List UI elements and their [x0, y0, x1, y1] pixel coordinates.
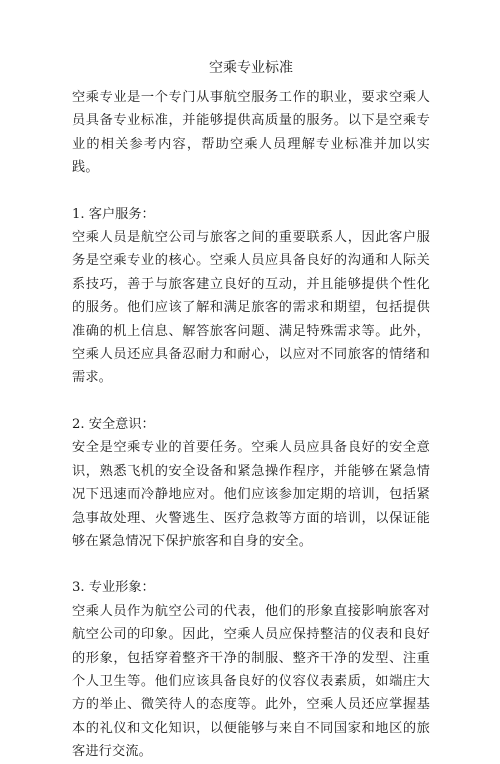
document-page: [72, 58, 430, 764]
section-body-customer-service: 空乘人员是航空公司与旅客之间的重要联系人，因此客户服务是空乘专业的核心。空乘人员应具备良好的沟通和人际关系技巧，善于与旅客建立良好的互动，并且能够提供个性化的服务。他们应该了解和满足旅客的需求和期望，包括提供准确的机上信息、解答旅客问题、满足特殊需求等。此外，空乘人员还应具备忍耐力和耐心，以应对不同旅客的情绪和需求。: [72, 230, 430, 386]
document-title: 空乘专业标准: [209, 60, 293, 76]
section-heading-image: 3. 专业形象：: [72, 580, 155, 596]
paragraph-gap: [72, 390, 430, 413]
section-body-image: 空乘人员作为航空公司的代表，他们的形象直接影响旅客对航空公司的印象。因此，空乘人员应保持整洁的仪表和良好的形象，包括穿着整齐干净的制服、整齐干净的发型、注重个人卫生等。他们应该具备良好的仪容仪表素质，如端庄大方的举止、微笑待人的态度等。此外，空乘人员还应掌握基本的礼仪和文化知识，以便能够与来自不同国家和地区的旅客进行交流。: [72, 603, 430, 760]
paragraph-gap: [72, 553, 430, 576]
section-heading-safety: 2. 安全意识：: [72, 416, 155, 432]
section-body-safety: 安全是空乘专业的首要任务。空乘人员应具备良好的安全意识，熟悉飞机的安全设备和紧急操作程序，并能够在紧急情况下迅速而冷静地应对。他们应该参加定期的培训，包括紧急事故处理、火警逃生、医疗急救等方面的培训，以保证能够在紧急情况下保护旅客和自身的安全。: [72, 440, 430, 549]
paragraph-gap: [72, 180, 430, 203]
section-heading-customer-service: 1. 客户服务：: [72, 206, 155, 222]
intro-paragraph: 空乘专业是一个专门从事航空服务工作的职业，要求空乘人员具备专业标准，并能够提供高质量的服务。以下是空乘专业的相关参考内容，帮助空乘人员理解专业标准并加以实践。: [72, 90, 430, 176]
